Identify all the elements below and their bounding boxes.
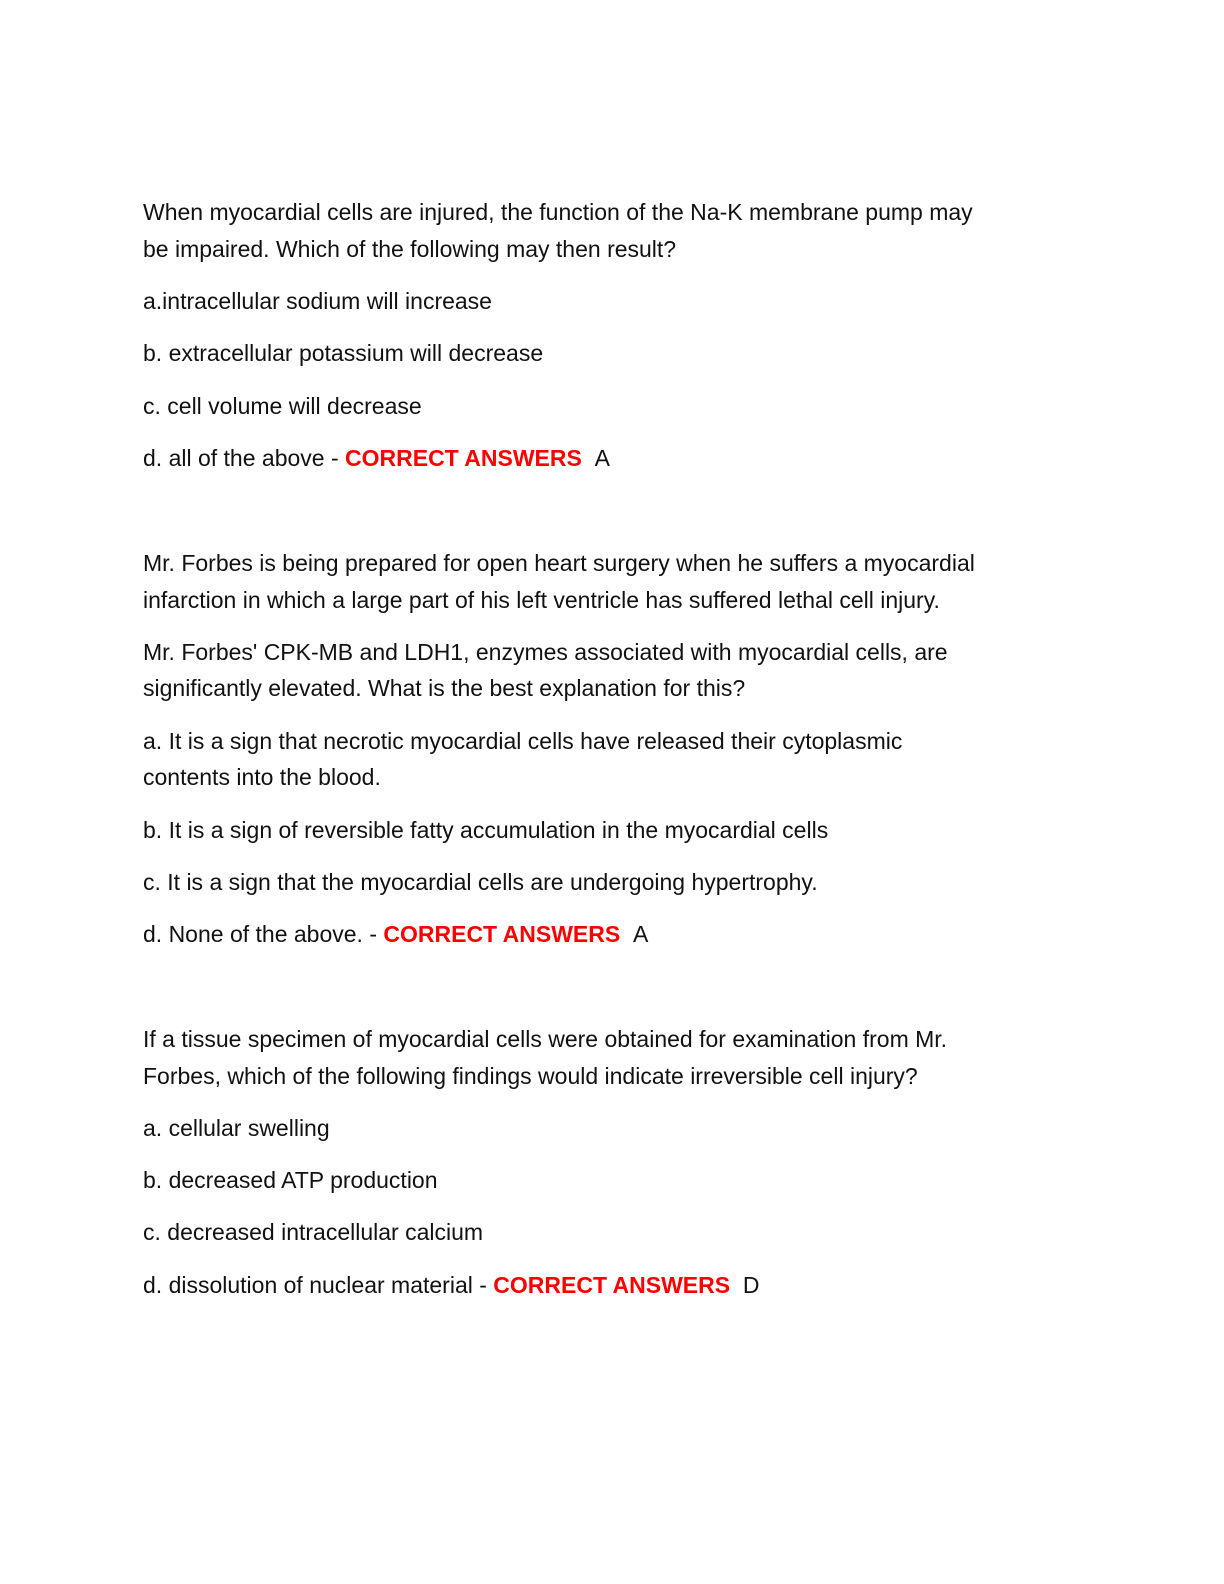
question-2-option-b: b. It is a sign of reversible fatty accumulation in the myocardial cells: [143, 817, 829, 843]
question-2-stem-line-1: Mr. Forbes is being prepared for open heart surgery when he suffers a myocardial: [143, 550, 975, 576]
question-2-option-d-text: d. None of the above. -: [143, 921, 384, 947]
question-1-option-d: [143, 440, 610, 477]
question-3-stem-line-1: If a tissue specimen of myocardial cells were obtained for examination from Mr.: [143, 1026, 948, 1052]
question-2-answer-tag: CORRECT ANSWERS: [383, 921, 621, 947]
question-3-option-a: a. cellular swelling: [143, 1115, 330, 1141]
question-2-option-a-line-2: contents into the blood.: [143, 764, 381, 790]
question-1-stem-line-1: When myocardial cells are injured, the function of the Na-K membrane pump may: [143, 199, 973, 225]
question-2-option-c: c. It is a sign that the myocardial cells are undergoing hypertrophy.: [143, 869, 818, 895]
question-1-option-a: a.intracellular sodium will increase: [143, 288, 492, 314]
question-2-option-d: [143, 916, 648, 953]
question-3-option-b: b. decreased ATP production: [143, 1167, 438, 1193]
question-1-option-c: c. cell volume will decrease: [143, 393, 422, 419]
question-3-option-d-text: d. dissolution of nuclear material -: [143, 1272, 494, 1298]
question-3-stem-line-2: Forbes, which of the following findings would indicate irreversible cell injury?: [143, 1063, 918, 1089]
question-1-stem-line-2: be impaired. Which of the following may then result?: [143, 236, 677, 262]
question-1-option-d-text: d. all of the above -: [143, 445, 346, 471]
question-3-option-d: [143, 1267, 760, 1304]
question-3-option-c: c. decreased intracellular calcium: [143, 1219, 484, 1245]
question-2-stem-line-2: infarction in which a large part of his left ventricle has suffered lethal cell injury.: [143, 587, 940, 613]
question-2-answer-value: A: [633, 921, 649, 947]
question-1-answer-value: A: [594, 445, 610, 471]
question-2-option-a-line-1: a. It is a sign that necrotic myocardial cells have released their cytoplasmic: [143, 728, 903, 754]
question-1-answer-tag: CORRECT ANSWERS: [345, 445, 582, 471]
question-1-option-b: b. extracellular potassium will decrease: [143, 340, 544, 366]
question-2-stem2-line-1: Mr. Forbes' CPK-MB and LDH1, enzymes associated with myocardial cells, are: [143, 639, 948, 665]
question-2-stem2-line-2: significantly elevated. What is the best explanation for this?: [143, 675, 746, 701]
question-3-answer-value: D: [742, 1272, 760, 1298]
question-3-answer-tag: CORRECT ANSWERS: [493, 1272, 731, 1298]
